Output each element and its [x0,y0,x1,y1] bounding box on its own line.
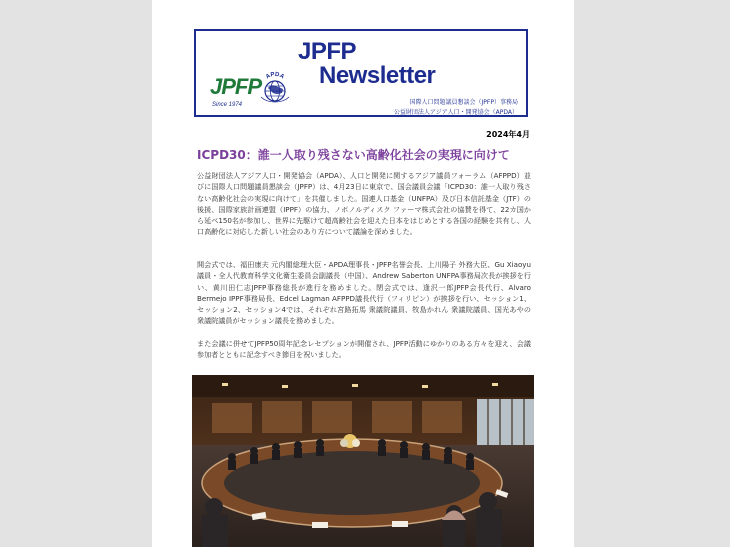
article-paragraph: 開会式では、福田康夫 元内閣総理大臣・APDA理事長・JPFP名誉会長、上川陽子 外務大臣、Gu Xiaoyu議員・全人代教育科学文化衛生委員会副議長（中国）、Andrew Saberton UNFPA事務局次長が挨拶を行い、黄川田仁志JPFP事務総長が進行を務めました。閉会式では、逢沢一郎JPFP会長代行、Alvaro Bermejo IPPF事務局長、Edcel Lagman AFPPD議長代行（フィリピン）が挨拶を行い、セッション1、セッション2、セッション4では、それぞれ宮路拓馬 衆議院議員、牧島かれん 衆議院議員、国光あやの 衆議院議員がセッション議長を務めました。 [197,260,531,326]
apda-emblem-icon [258,71,292,105]
jpfp-since-label: Since 1974 [212,102,243,108]
organization-lines [394,98,518,118]
issue-date: 2024年4月 [486,130,530,139]
svg-text:APDA [265,72,286,81]
newsletter-title-line2: Newsletter [319,62,436,89]
newsletter-page [152,0,574,547]
article-heading: ICPD30：誰一人取り残さない高齢化社会の実現に向けて [197,148,510,162]
article-paragraph: 公益財団法人アジア人口・開発協会（APDA）、人口と開発に関するアジア議員フォーラム（AFPPD）並びに国際人口問題議員懇談会（JPFP）は、4月23日に東京で、国会議員会議「ICPD30：誰一人取り残さない高齢化社会の実現に向けて」を共催しました。国連人口基金（UNFPA）及び日本信託基金（JTF）の後援、国際家族計画連盟（IPPF）の協力、ノボノルディスク ファーマ株式会社の協賛を得て、22カ国から延べ150名が参加し、世界に先駆けて超高齢社会を迎えた日本をはじめとする各国の経験を共有し、人口高齢化に対応した新しい社会のあり方について議論を深めました。 [197,171,531,237]
org-line-secretariat: 国際人口問題議員懇談会（JPFP）事務局 [409,99,518,106]
conference-photo [192,375,534,547]
newsletter-title-line1: JPFP [298,38,357,65]
org-line-apda: 公益財団法人アジア人口・開発協会（APDA） [393,109,518,116]
jpfp-logo: JPFP [210,74,262,99]
article-paragraph: また会議に併せてJPFP50周年記念レセプションが開催され、JPFP活動にゆかりのある方々を迎え、会議参加者とともに記念すべき節目を祝いました。 [197,339,531,360]
masthead [194,29,528,117]
apda-emblem-label: APDA [265,71,285,81]
